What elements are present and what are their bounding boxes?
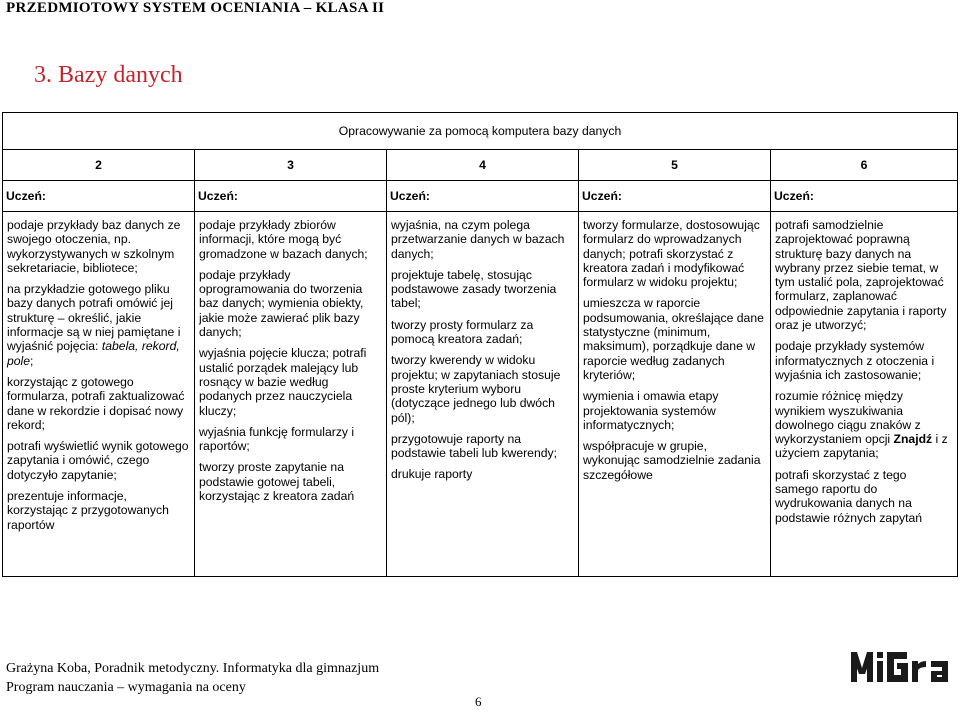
grade-3: 3 [195, 150, 387, 181]
requirement-item: tworzy kwerendy w widoku projektu; w zapytaniach stosuje proste kryterium wyboru (dotyczące jednego lub dwóch pól); [391, 353, 561, 425]
requirement-item: potrafi samodzielnie zaprojektować poprawną strukturę bazy danych na wybrany przez siebie temat, w tym ustalić pola, zaprojektować formularz, zaplanować odpowiednie zapytania i raporty oraz je utworzyć; [775, 218, 947, 333]
requirement-item: wymienia i omawia etapy projektowania systemów informatycznych; [583, 389, 719, 432]
student-label: Uczeń: [195, 181, 387, 212]
grade-2: 2 [3, 150, 195, 181]
requirement-item: na przykładzie gotowego pliku bazy danych potrafi omówić jej strukturę – określić, jakie informacje są w niej pamiętane i wyjaśnić pojęcia: tabela, rekord, pole; [7, 282, 181, 368]
grade-5-requirements [579, 212, 771, 577]
requirements-table [2, 112, 958, 577]
requirement-item: tworzy proste zapytanie na podstawie gotowej tabeli, korzystając z kreatora zadań [199, 460, 355, 504]
requirement-item: podaje przykłady systemów informatycznych z otoczenia i wyjaśnia ich zastosowanie; [775, 339, 935, 382]
requirement-item: tworzy formularze, dostosowując formularz do wprowadzanych danych; potrafi skorzystać z kreatora zadań i modyfikować formularz w widoku projektu; [583, 218, 760, 290]
grade-4: 4 [387, 150, 579, 181]
grade-2-requirements [3, 212, 195, 577]
document-header-title: PRZEDMIOTOWY SYSTEM OCENIANIA – KLASA II [6, 0, 385, 16]
requirement-item: umieszcza w raporcie podsumowania, określające dane statystyczne (minimum, maksimum), porządkuje dane w raporcie według zadanych kryteriów; [583, 296, 764, 382]
grade-5: 5 [579, 150, 771, 181]
requirement-item: wyjaśnia funkcję formularzy i raportów; [199, 424, 355, 454]
student-label: Uczeń: [3, 181, 195, 212]
requirements-row [3, 212, 958, 577]
student-label: Uczeń: [387, 181, 579, 212]
requirement-item: tworzy prosty formularz za pomocą kreatora zadań; [391, 317, 534, 347]
grade-4-requirements [387, 212, 579, 577]
requirement-item: projektuje tabelę, stosując podstawowe zasady tworzenia tabel; [391, 267, 557, 311]
requirement-item: korzystając z gotowego formularza, potrafi zaktualizować dane w rekordzie i dopisać nowy rekord; [7, 374, 185, 432]
requirement-item: potrafi skorzystać z tego samego raportu do wydrukowania danych na podstawie różnych zapytań [775, 467, 923, 525]
footer-author-line: Grażyna Koba, Poradnik metodyczny. Informatyka dla gimnazjum [6, 661, 380, 676]
requirement-item: wyjaśnia pojęcie klucza; potrafi ustalić porządek malejący lub rosnący w bazie według podanych przez nauczyciela kluczy; [199, 346, 367, 418]
student-label: Uczeń: [579, 181, 771, 212]
section-title: 3. Bazy danych [34, 62, 183, 88]
requirement-item: prezentuje informacje, korzystając z przygotowanych raportów [7, 489, 169, 532]
migra-logo [851, 646, 955, 688]
requirement-item: podaje przykłady oprogramowania do tworzenia baz danych; wymienia obiekty, jakie może zawierać plik bazy danych; [199, 267, 364, 340]
requirement-item: drukuje raporty [391, 467, 473, 482]
page-number: 6 [475, 694, 482, 709]
grades-row [3, 150, 958, 181]
requirement-item: przygotowuje raporty na podstawie tabeli lub kwerendy; [391, 431, 557, 461]
requirement-item: wyjaśnia, na czym polega przetwarzanie danych w bazach danych; [391, 218, 565, 261]
requirement-item: podaje przykłady zbiorów informacji, które mogą być gromadzone w bazach danych; [199, 218, 368, 261]
requirement-item: współpracuje w grupie, wykonując samodzielnie zadania szczegółowe [583, 439, 761, 482]
requirement-item: potrafi wyświetlić wynik gotowego zapytania i omówić, czego dotyczyło zapytanie; [7, 439, 189, 482]
footer-program-line: Program nauczania – wymagania na oceny [6, 680, 246, 695]
grade-3-requirements [195, 212, 387, 577]
table-main-header: Opracowywanie za pomocą komputera bazy danych [3, 113, 958, 150]
grade-6: 6 [771, 150, 958, 181]
student-label-row [3, 181, 958, 212]
footer-credits [6, 659, 379, 697]
requirement-item: rozumie różnicę między wynikiem wyszukiwania dowolnego ciągu znaków z wykorzystaniem opcji Znajdź i z użyciem zapytania; [775, 389, 948, 461]
grade-6-requirements [771, 212, 958, 577]
requirement-item: podaje przykłady baz danych ze swojego otoczenia, np. wykorzystywanych w szkolnym sekretariacie, bibliotece; [7, 218, 181, 275]
student-label: Uczeń: [771, 181, 958, 212]
